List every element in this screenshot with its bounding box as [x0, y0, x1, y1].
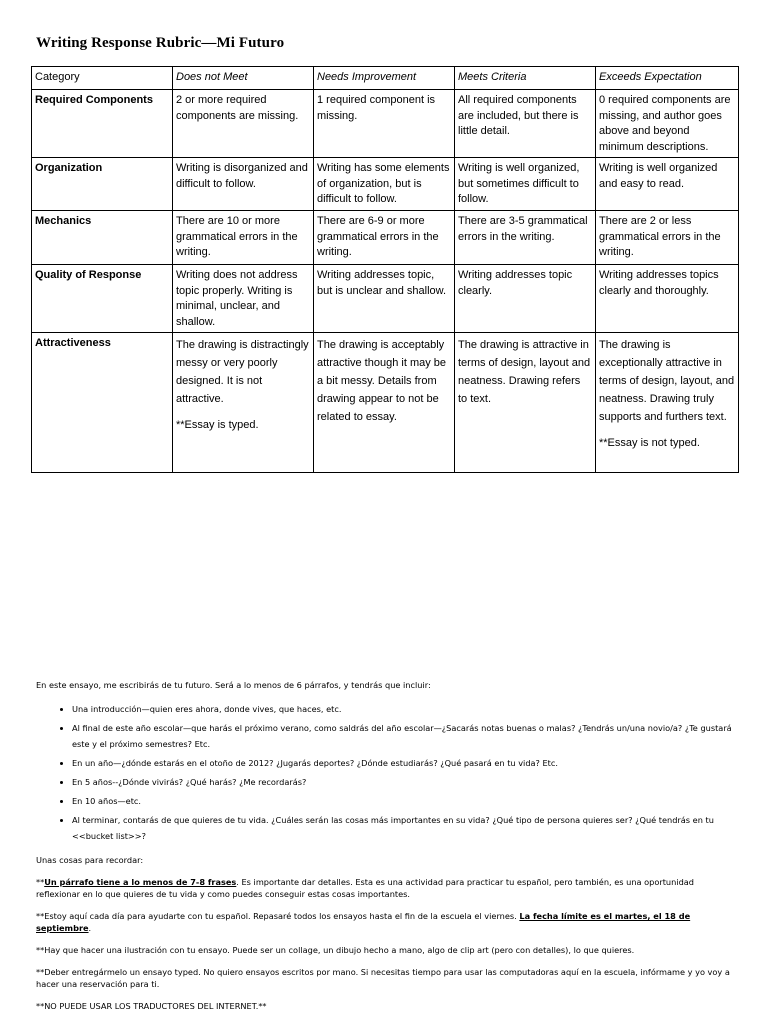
table-cell: Writing addresses topics clearly and thoroughly. — [596, 265, 739, 333]
row-category: Quality of Response — [32, 265, 173, 333]
deadline-text: La fecha límite es el martes, el 18 de septiembre — [36, 911, 691, 933]
table-cell — [173, 333, 314, 473]
table-cell: All required components are included, but there is little detail. — [455, 90, 596, 158]
list-item: • Al final de este año escolar—que harás el próximo verano, como saldrás del año escolar—¿Sacarás notas buenas o malas? ¿Tendrás un/una novio/a? ¿Te gustará este y el próximo semestres? Etc. — [72, 720, 736, 752]
table-cell: 1 required component is missing. — [314, 90, 455, 158]
table-cell: There are 2 or less grammatical errors in the writing. — [596, 211, 739, 265]
reminder-end: . — [88, 923, 92, 933]
list-item: • Una introducción—quien eres ahora, donde vives, que haces, etc. — [72, 701, 736, 717]
rubric-header-row — [32, 67, 739, 90]
table-row — [32, 90, 739, 158]
rubric-table — [31, 66, 739, 473]
reminder-deadline — [36, 910, 736, 934]
table-cell: Writing is disorganized and difficult to follow. — [173, 158, 314, 211]
table-cell: The drawing is attractive in terms of design, layout and neatness. Drawing refers to text. — [455, 333, 596, 473]
table-row — [32, 333, 739, 473]
table-cell: Writing has some elements of organization, but is difficult to follow. — [314, 158, 455, 211]
table-cell: Writing is well organized, but sometimes difficult to follow. — [455, 158, 596, 211]
cell-note: **Essay is not typed. — [599, 437, 700, 449]
header-category: Category — [32, 67, 173, 90]
table-cell: The drawing is acceptably attractive though it may be a bit messy. Details from drawing appear to not be related to essay. — [314, 333, 455, 473]
row-category: Organization — [32, 158, 173, 211]
table-cell: There are 10 or more grammatical errors in the writing. — [173, 211, 314, 265]
list-item: • En un año—¿dónde estarás en el otoño de 2012? ¿Jugarás deportes? ¿Dónde estudiarás? ¿Qué pasará en tu vida? Etc. — [72, 755, 736, 771]
table-cell: There are 3-5 grammatical errors in the writing. — [455, 211, 596, 265]
instructions-list — [36, 701, 736, 844]
row-category: Required Components — [32, 90, 173, 158]
header-exceeds-expectation: Exceeds Expectation — [596, 67, 739, 90]
table-cell: Writing addresses topic, but is unclear and shallow. — [314, 265, 455, 333]
table-row — [32, 211, 739, 265]
table-cell: 2 or more required components are missing. — [173, 90, 314, 158]
list-item: • Al terminar, contarás de que quieres de tu vida. ¿Cuáles serán las cosas más importantes en su vida? ¿Qué tipo de persona quieres ser? ¿Qué tendrás en tu <<bucket list>>? — [72, 812, 736, 844]
cell-text: The drawing is exceptionally attractive in terms of design, layout, and neatness. Drawing truly supports and furthers text. — [599, 339, 735, 423]
reminder-typed: **Deber entregármelo un ensayo typed. No quiero ensayos escritos por mano. Si necesitas tiempo para usar las computadoras aquí en la escuela, infórmame y yo voy a hacer una reservación para ti. — [36, 967, 730, 989]
reminder-emphasis: Un párrafo tiene a lo menos de 7-8 frases — [44, 877, 237, 887]
document-title: Writing Response Rubric—Mi Futuro — [36, 35, 285, 51]
table-row — [32, 158, 739, 211]
reminder-prefix: ** — [36, 877, 45, 887]
list-item: • En 5 años--¿Dónde vivirás? ¿Qué harás? ¿Me recordarás? — [72, 774, 736, 790]
table-row — [32, 265, 739, 333]
reminder-text: **Estoy aquí cada día para ayudarte con tu español. Repasaré todos los ensayos hasta el fin de la escuela el viernes. — [36, 911, 520, 921]
cell-note: **Essay is typed. — [176, 419, 259, 431]
table-cell: Writing does not address topic properly. Writing is minimal, unclear, and shallow. — [173, 265, 314, 333]
header-does-not-meet: Does not Meet — [173, 67, 314, 90]
row-category: Attractiveness — [32, 333, 173, 473]
essay-instructions — [36, 679, 736, 1022]
table-cell: 0 required components are missing, and author goes above and beyond minimum descriptions. — [596, 90, 739, 158]
reminder-illustration: **Hay que hacer una ilustración con tu ensayo. Puede ser un collage, un dibujo hecho a mano, algo de clip art (pero con detalles), lo que quieres. — [36, 945, 635, 955]
header-meets-criteria: Meets Criteria — [455, 67, 596, 90]
table-cell — [596, 333, 739, 473]
table-cell: Writing is well organized and easy to read. — [596, 158, 739, 211]
cell-text: The drawing is distractingly messy or very poorly designed. It is not attractive. — [176, 339, 309, 405]
reminder-paragraph-length — [36, 876, 736, 900]
reminder-no-translators: **NO PUEDE USAR LOS TRADUCTORES DEL INTERNET.** — [36, 1001, 267, 1011]
reminder-text: . Es importante dar detalles. Esta es una actividad para practicar tu español, pero también, es una oportunidad reflexionar en lo que quieres de tu vida y como puedes conseguir estas cosas importantes. — [36, 877, 694, 899]
row-category: Mechanics — [32, 211, 173, 265]
reminders-heading: Unas cosas para recordar: — [36, 855, 144, 865]
table-cell: There are 6-9 or more grammatical errors in the writing. — [314, 211, 455, 265]
list-item: • En 10 años—etc. — [72, 793, 736, 809]
header-needs-improvement: Needs Improvement — [314, 67, 455, 90]
table-cell: Writing addresses topic clearly. — [455, 265, 596, 333]
instructions-intro: En este ensayo, me escribirás de tu futuro. Será a lo menos de 6 párrafos, y tendrás que incluir: — [36, 680, 431, 690]
